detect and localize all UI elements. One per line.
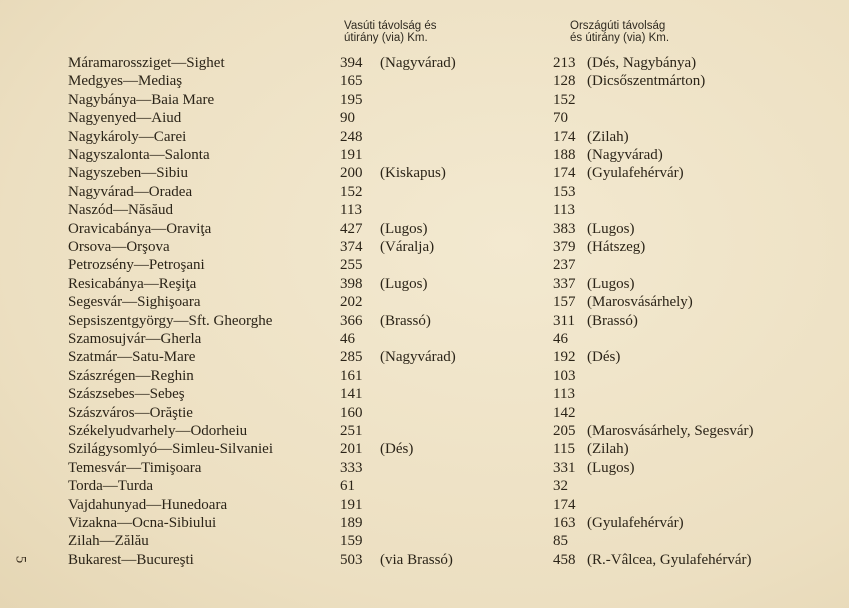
table-row [0,422,849,440]
road-km: 103 [553,367,576,384]
place-name: Vizakna—Ocna-Sibiului [68,515,217,531]
road-km: 113 [553,202,575,219]
place-name: Orsova—Orşova [68,239,170,255]
rail-via: (Dés) [380,441,414,458]
table-row [0,551,849,569]
road-via: (Gyulafehérvár) [587,515,684,531]
place-name: Vajdahunyad—Hunedoara [68,496,228,513]
rail-via: (Nagyvárad) [380,349,456,366]
road-via: (Zilah) [587,441,629,458]
rail-km: 90 [340,110,355,127]
rail-km: 195 [340,91,363,108]
place-name: Bukarest—Bucureşti [68,551,194,568]
road-km: 174 [553,128,576,145]
place-name: Szászváros—Orăştie [68,404,193,421]
rail-via: (Nagyvárad) [380,55,456,71]
road-km: 379 [553,239,576,255]
road-km: 32 [553,478,568,495]
rail-km: 333 [340,459,363,476]
page-number: 5 [12,555,29,564]
table-row [0,220,849,238]
rail-km: 189 [340,515,363,531]
road-km: 115 [553,441,575,458]
place-name: Szászrégen—Reghin [68,367,194,384]
road-distance-header [570,20,669,44]
road-header-line-1: Országúti távolság [570,20,666,32]
place-name: Oravicabánya—Oraviţa [68,220,212,237]
table-row [0,183,849,201]
rail-km: 202 [340,294,363,311]
road-km: 383 [553,220,576,237]
rail-km: 398 [340,275,363,292]
road-via: (Lugos) [587,275,635,292]
rail-via: (Váralja) [380,239,435,255]
road-via: (Dés) [587,349,621,366]
place-name: Szilágysomlyó—Simleu-Silvaniei [68,441,273,458]
place-name: Segesvár—Sighişoara [68,294,201,311]
rail-via: (Kiskapus) [380,165,446,182]
road-km: 142 [553,404,576,421]
place-name: Nagyszalonta—Salonta [68,147,210,163]
table-row [0,532,849,550]
road-via: (Lugos) [587,220,635,237]
rail-km: 285 [340,349,363,366]
rail-km: 394 [340,55,363,71]
place-name: Sepsiszentgyörgy—Sft. Gheorghe [68,312,273,329]
rail-km: 201 [340,441,363,458]
road-via: (Dicsőszentmárton) [587,73,706,90]
table-row [0,128,849,146]
table-row [0,256,849,274]
road-via: (Nagyvárad) [587,147,663,163]
road-via: (Dés, Nagybánya) [587,55,697,71]
place-name: Torda—Turda [68,478,154,495]
road-km: 153 [553,183,576,200]
road-via: (Zilah) [587,128,629,145]
rail-via: (Lugos) [380,275,428,292]
place-name: Nagyvárad—Oradea [68,183,193,200]
rail-km: 61 [340,478,355,495]
table-row [0,496,849,514]
road-km: 205 [553,423,576,439]
table-row [0,459,849,477]
rail-km: 165 [340,73,363,90]
rail-km: 46 [340,331,355,347]
road-km: 85 [553,533,568,550]
road-km: 337 [553,275,576,292]
road-header-line-2: és útirány (via) Km. [570,32,670,44]
rail-distance-header [344,20,436,44]
rail-km: 427 [340,220,363,237]
road-km: 46 [553,331,568,347]
road-km: 213 [553,55,576,71]
road-km: 174 [553,496,576,513]
place-name: Naszód—Năsăud [68,202,173,219]
table-row [0,72,849,90]
rail-header-line-1: Vasúti távolság és [344,20,437,32]
rail-km: 366 [340,312,363,329]
rail-km: 141 [340,386,363,403]
rail-km: 248 [340,128,363,145]
road-km: 70 [553,110,568,127]
road-via: (Gyulafehérvár) [587,165,684,182]
road-km: 157 [553,294,576,311]
rail-km: 374 [340,239,363,255]
rail-km: 255 [340,257,363,274]
table-row [0,293,849,311]
table-row [0,312,849,330]
rail-via: (Brassó) [380,312,431,329]
road-via: (Hátszeg) [587,239,646,255]
road-km: 188 [553,147,576,163]
place-name: Székelyudvarhely—Odorheiu [68,423,248,439]
table-row [0,440,849,458]
place-name: Nagyenyed—Aiud [68,110,182,127]
rail-km: 160 [340,404,363,421]
place-name: Nagykároly—Carei [68,128,187,145]
road-km: 331 [553,459,576,476]
place-name: Szászsebes—Sebeş [68,386,185,403]
table-row [0,514,849,532]
place-name: Medgyes—Mediaş [68,73,183,90]
place-name: Szamosujvár—Gherla [68,331,202,347]
rail-km: 152 [340,183,363,200]
rail-km: 251 [340,423,363,439]
place-name: Máramarossziget—Sighet [68,55,225,71]
rail-via: (Lugos) [380,220,428,237]
road-via: (Brassó) [587,312,638,329]
road-via: (R.-Vâlcea, Gyulafehérvár) [587,551,752,568]
road-km: 174 [553,165,576,182]
rail-km: 159 [340,533,363,550]
road-km: 163 [553,515,576,531]
road-via: (Marosvásárhely) [587,294,693,311]
table-row [0,109,849,127]
table-row [0,201,849,219]
table-row [0,54,849,72]
place-name: Szatmár—Satu-Mare [68,349,196,366]
road-km: 152 [553,91,576,108]
rail-km: 191 [340,496,363,513]
rail-km: 113 [340,202,362,219]
table-row [0,330,849,348]
road-km: 113 [553,386,575,403]
place-name: Petrozsény—Petroşani [68,257,205,274]
table-row [0,385,849,403]
table-row [0,404,849,422]
table-row [0,367,849,385]
rail-via: (via Brassó) [380,551,453,568]
place-name: Temesvár—Timişoara [68,459,202,476]
rail-km: 200 [340,165,363,182]
rail-header-line-2: útirány (via) Km. [344,32,428,44]
rail-km: 503 [340,551,363,568]
place-name: Resicabánya—Reşiţa [68,275,197,292]
rail-km: 161 [340,367,363,384]
table-row [0,146,849,164]
place-name: Nagybánya—Baia Mare [68,91,215,108]
road-via: (Marosvásárhely, Segesvár) [587,423,754,439]
table-row [0,91,849,109]
place-name: Zilah—Zălău [68,533,149,550]
road-km: 192 [553,349,576,366]
table-row [0,275,849,293]
road-km: 458 [553,551,576,568]
table-row [0,238,849,256]
rail-km: 191 [340,147,363,163]
table-row [0,477,849,495]
place-name: Nagyszeben—Sibiu [68,165,188,182]
road-via: (Lugos) [587,459,635,476]
road-km: 237 [553,257,576,274]
road-km: 311 [553,312,575,329]
table-row [0,348,849,366]
road-km: 128 [553,73,576,90]
table-row [0,164,849,182]
